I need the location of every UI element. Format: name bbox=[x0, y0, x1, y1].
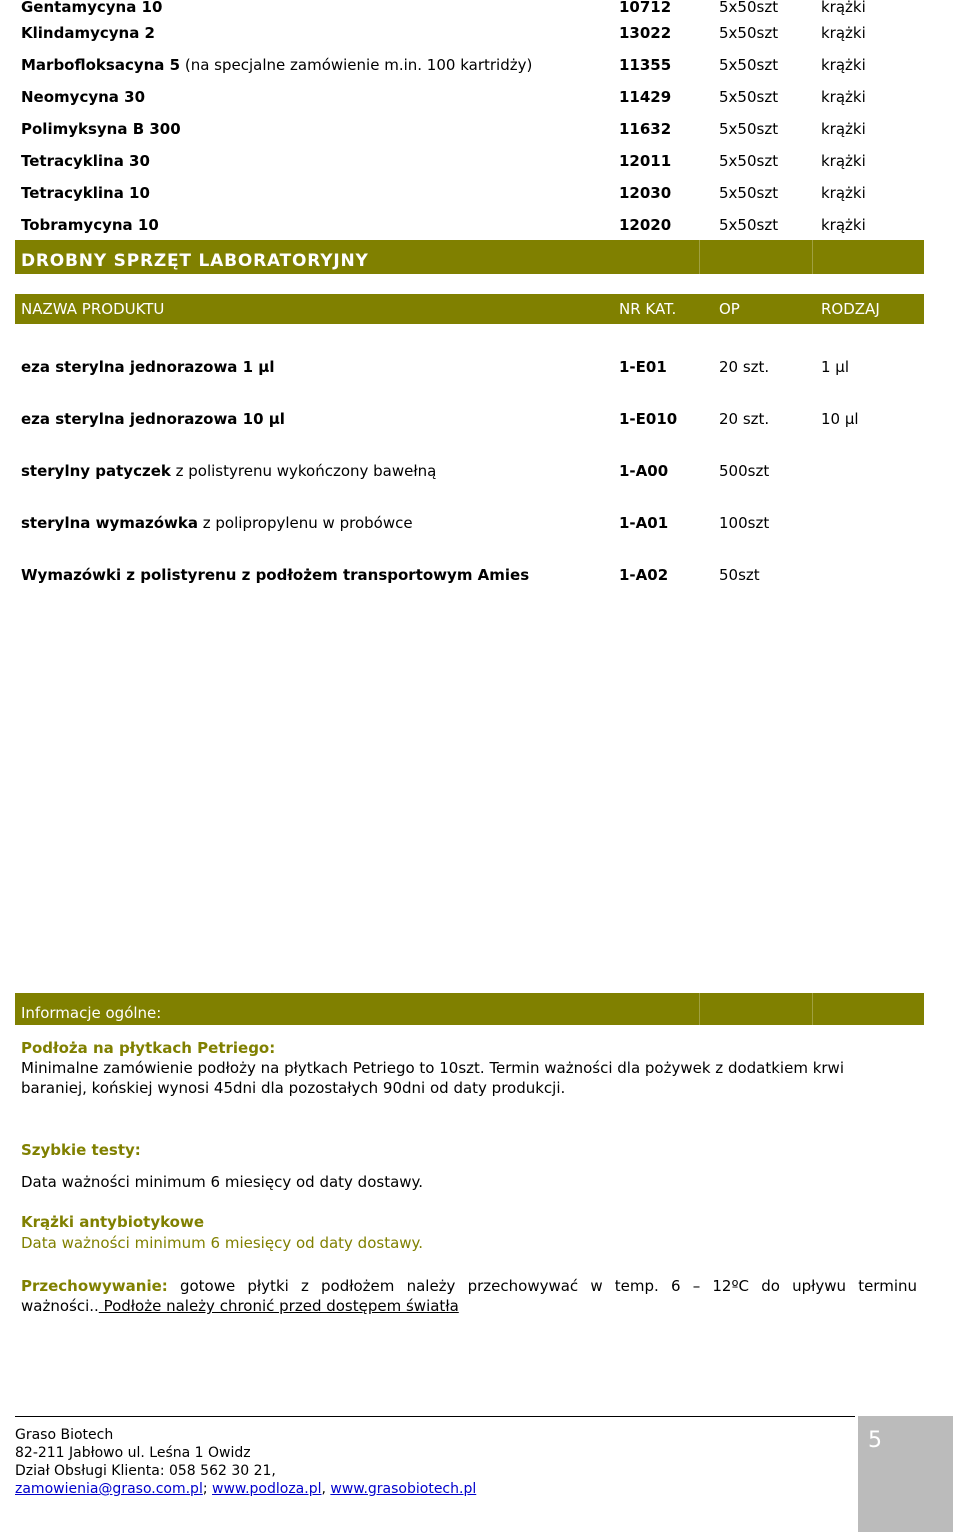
grasobiotech-link[interactable]: www.grasobiotech.pl bbox=[330, 1481, 477, 1497]
product-type: krążki bbox=[821, 152, 866, 170]
catalog-number: 11429 bbox=[619, 88, 672, 106]
separator: , bbox=[321, 1481, 326, 1497]
product-name bbox=[21, 54, 532, 76]
footer-address: 82-211 Jabłowo ul. Leśna 1 Owidz bbox=[15, 1445, 251, 1461]
separator: ; bbox=[202, 1481, 208, 1497]
product-name bbox=[21, 512, 413, 534]
product-type: krążki bbox=[821, 88, 866, 106]
catalog-number: 11632 bbox=[619, 120, 672, 138]
product-name: Polimyksyna B 300 bbox=[21, 120, 181, 138]
catalog-number: 13022 bbox=[619, 24, 672, 42]
light-warning: Podłoże należy chronić przed dostępem światła bbox=[98, 1297, 459, 1315]
package-size: 5x50szt bbox=[719, 56, 779, 74]
product-type: 10 µl bbox=[821, 410, 859, 428]
table-row bbox=[21, 408, 921, 430]
catalog-number: 1-E01 bbox=[619, 358, 667, 376]
catalog-number: 12030 bbox=[619, 184, 672, 202]
table-row bbox=[21, 564, 921, 586]
table-row bbox=[21, 86, 921, 108]
product-name-rest: z polistyrenu wykończony bawełną bbox=[170, 462, 437, 480]
column-divider bbox=[812, 240, 813, 274]
plates-text-line2: baraniej, końskiej wynosi 45dni dla pozostałych 90dni od daty produkcji. bbox=[21, 1079, 566, 1097]
table-row bbox=[21, 118, 921, 140]
catalog-number: 1-A01 bbox=[619, 514, 669, 532]
catalog-number: 1-A00 bbox=[619, 462, 669, 480]
product-name-main: Marbofloksacyna 5 bbox=[21, 56, 181, 74]
column-divider bbox=[812, 993, 813, 1025]
product-name-rest: z polipropylenu w probówce bbox=[198, 514, 413, 532]
catalog-number: 1-E010 bbox=[619, 410, 678, 428]
product-type: krążki bbox=[821, 216, 866, 234]
product-name-main: sterylna wymazówka bbox=[21, 514, 198, 532]
table-row bbox=[21, 182, 921, 204]
product-note: (na specjalne zamówienie m.in. 100 kartridży) bbox=[184, 56, 533, 74]
product-name-main: sterylny patyczek bbox=[21, 462, 171, 480]
storage-line2 bbox=[21, 1296, 459, 1316]
column-divider bbox=[699, 240, 700, 274]
package-size: 500szt bbox=[719, 462, 770, 480]
product-type: krążki bbox=[821, 120, 866, 138]
column-header-pack: OP bbox=[719, 300, 740, 318]
product-type: 1 µl bbox=[821, 358, 850, 376]
product-type: krążki bbox=[821, 0, 866, 16]
product-type: krążki bbox=[821, 24, 866, 42]
product-name bbox=[21, 356, 275, 378]
column-header-type: RODZAJ bbox=[821, 300, 880, 318]
column-header-code: NR KAT. bbox=[619, 300, 677, 318]
catalog-number: 12011 bbox=[619, 152, 672, 170]
package-size: 5x50szt bbox=[719, 152, 779, 170]
page-number: 5 bbox=[868, 1428, 882, 1453]
tests-heading: Szybkie testy: bbox=[21, 1141, 141, 1159]
product-name: Neomycyna 30 bbox=[21, 88, 146, 106]
table-row bbox=[21, 0, 921, 18]
product-type: krążki bbox=[821, 184, 866, 202]
product-name-main: eza sterylna jednorazowa 10 µl bbox=[21, 410, 285, 428]
page-number-box bbox=[858, 1416, 953, 1532]
product-name-main: Wymazówki z polistyrenu z podłożem transportowym Amies bbox=[21, 566, 530, 584]
package-size: 5x50szt bbox=[719, 184, 779, 202]
catalog-number: 12020 bbox=[619, 216, 672, 234]
package-size: 5x50szt bbox=[719, 24, 779, 42]
storage-line1 bbox=[21, 1276, 917, 1296]
package-size: 5x50szt bbox=[719, 216, 779, 234]
package-size: 5x50szt bbox=[719, 0, 779, 16]
storage-text-end: ważności.. bbox=[21, 1297, 99, 1315]
product-name: Tetracyklina 10 bbox=[21, 184, 150, 202]
package-size: 20 szt. bbox=[719, 358, 770, 376]
tests-text: Data ważności minimum 6 miesięcy od daty dostawy. bbox=[21, 1173, 424, 1191]
column-divider bbox=[699, 993, 700, 1025]
email-link[interactable]: zamowienia@graso.com.pl bbox=[15, 1481, 203, 1497]
package-size: 50szt bbox=[719, 566, 760, 584]
product-name: Klindamycyna 2 bbox=[21, 24, 155, 42]
package-size: 5x50szt bbox=[719, 88, 779, 106]
table-row bbox=[21, 356, 921, 378]
catalog-number: 11355 bbox=[619, 56, 672, 74]
package-size: 5x50szt bbox=[719, 120, 779, 138]
product-type: krążki bbox=[821, 56, 866, 74]
table-row bbox=[21, 22, 921, 44]
footer-company: Graso Biotech bbox=[15, 1427, 114, 1443]
product-name: Gentamycyna 10 bbox=[21, 0, 163, 16]
table-row bbox=[21, 512, 921, 534]
table-row bbox=[21, 214, 921, 236]
plates-heading: Podłoża na płytkach Petriego: bbox=[21, 1039, 276, 1057]
table-row bbox=[21, 460, 921, 482]
product-name-main: eza sterylna jednorazowa 1 µl bbox=[21, 358, 275, 376]
podloza-link[interactable]: www.podloza.pl bbox=[212, 1481, 322, 1497]
storage-text: gotowe płytki z podłożem należy przechowywać w temp. 6 – 12ºC do upływu terminu bbox=[179, 1277, 917, 1295]
product-name: Tetracyklina 30 bbox=[21, 152, 150, 170]
section-title: DROBNY SPRZĘT LABORATORYJNY bbox=[21, 251, 369, 271]
product-name bbox=[21, 460, 436, 482]
product-name bbox=[21, 564, 529, 586]
discs-heading: Krążki antybiotykowe bbox=[21, 1213, 205, 1231]
info-title: Informacje ogólne: bbox=[21, 1004, 162, 1022]
product-name bbox=[21, 408, 285, 430]
footer-divider bbox=[15, 1416, 855, 1417]
catalog-number: 10712 bbox=[619, 0, 672, 16]
storage-heading: Przechowywanie: bbox=[21, 1277, 168, 1295]
footer-phone: Dział Obsługi Klienta: 058 562 30 21, bbox=[15, 1463, 276, 1479]
column-header-name: NAZWA PRODUKTU bbox=[21, 300, 165, 318]
table-row bbox=[21, 150, 921, 172]
discs-text: Data ważności minimum 6 miesięcy od daty dostawy. bbox=[21, 1234, 424, 1252]
product-name: Tobramycyna 10 bbox=[21, 216, 159, 234]
package-size: 20 szt. bbox=[719, 410, 770, 428]
package-size: 100szt bbox=[719, 514, 770, 532]
plates-text-line1: Minimalne zamówienie podłoży na płytkach Petriego to 10szt. Termin ważności dla pożywek z dodatkiem krwi bbox=[21, 1059, 844, 1077]
footer-contacts bbox=[15, 1480, 476, 1498]
table-row bbox=[21, 54, 921, 76]
catalog-number: 1-A02 bbox=[619, 566, 669, 584]
